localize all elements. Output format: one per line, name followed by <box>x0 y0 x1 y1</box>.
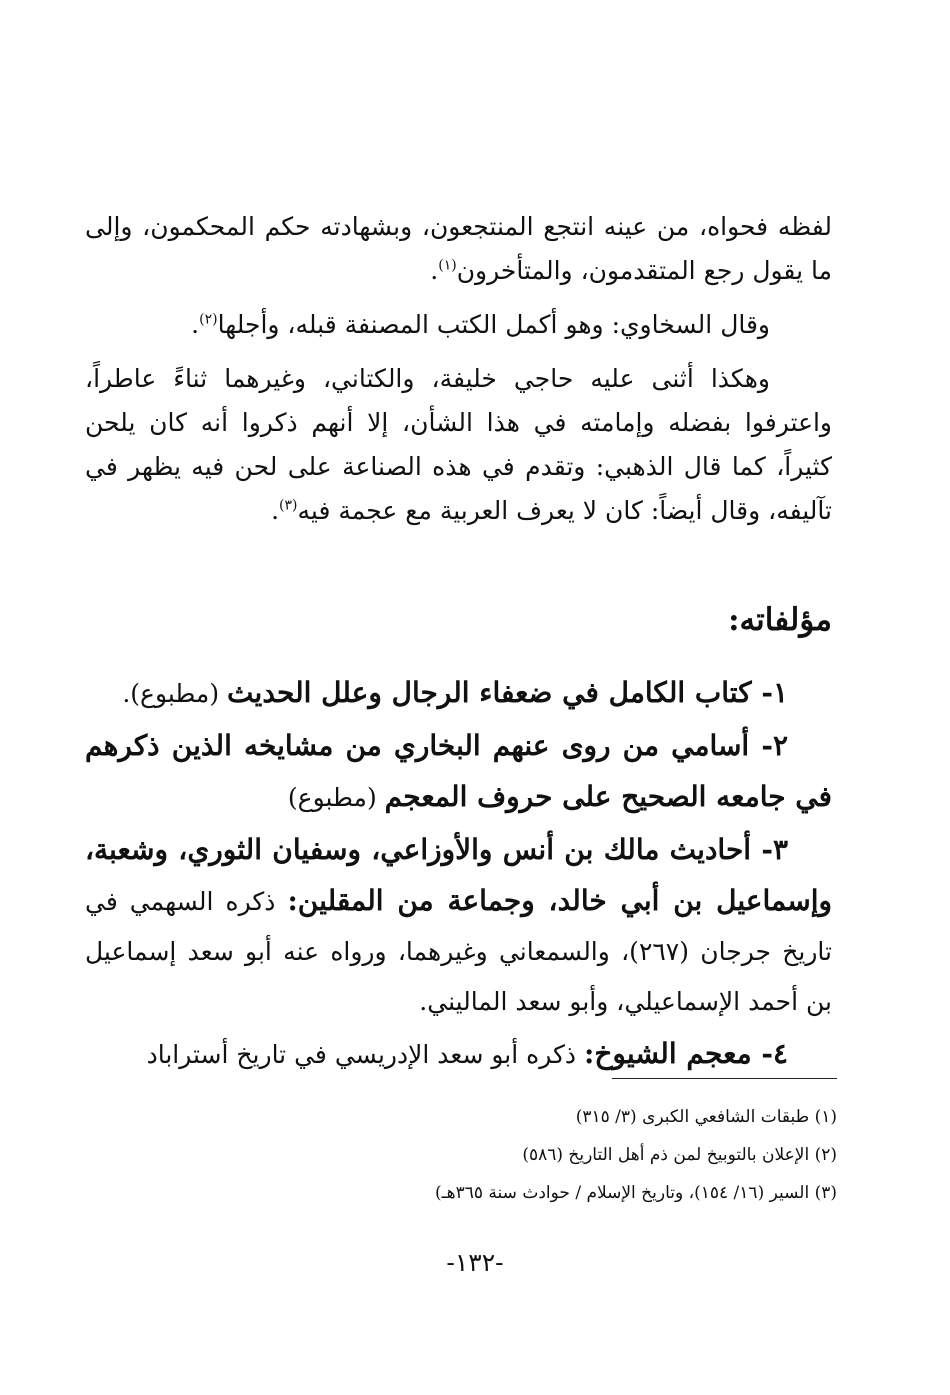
footnote: (١) طبقات الشافعي الكبرى (٣/ ٣١٥) <box>575 1107 837 1127</box>
footnote-ref: (٢) <box>199 311 218 328</box>
paragraph-end: . <box>430 256 439 285</box>
paragraph <box>85 303 832 347</box>
work-title: ١- كتاب الكامل في ضعفاء الرجال وعلل الحديث <box>227 676 788 709</box>
body-text <box>85 205 832 543</box>
work-title: ٤- معجم الشيوخ: <box>584 1037 788 1070</box>
work-item <box>85 721 832 823</box>
work-title: ٢- أسامي من روى عنهم البخاري من مشايخه الذين ذكرهم في جامعه الصحيح على حروف المعجم <box>85 729 832 813</box>
paragraph-end: . <box>191 310 200 339</box>
work-note: (مطبوع) <box>287 783 385 812</box>
work-item <box>85 825 832 1027</box>
footnote: (٣) السير (١٦/ ١٥٤)، وتاريخ الإسلام / حوادث سنة ٣٦٥هـ) <box>435 1183 837 1203</box>
work-title: ٣- أحاديث مالك بن أنس والأوزاعي، وسفيان الثوري، وشعبة، وإسماعيل بن أبي خالد، وجماعة من المقلين: <box>85 833 832 917</box>
work-item <box>85 668 832 719</box>
work-note: ذكره أبو سعد الإدريسي في تاريخ أستراباد <box>146 1040 584 1069</box>
section-heading: مؤلفاته: <box>728 602 832 638</box>
work-note: ذكره السهمي في تاريخ جرجان (٢٦٧)، والسمعاني وغيرهما، ورواه عنه أبو سعد إسماعيل بن أحمد الإسماعيلي، وأبو سعد الماليني. <box>85 887 832 1016</box>
work-note: (مطبوع). <box>122 679 228 708</box>
paragraph-text: وهكذا أثنى عليه حاجي خليفة، والكتاني، وغيرهما ثناءً عاطراً، واعترفوا بفضله وإمامته في هذا الشأن، إلا أنهم ذكروا أنه كان يلحن كثيراً، كما قال الذهبي: وتقدم في هذه الصناعة على لحن فيه يظهر في تآليفه، وقال أيضاً: كان لا يعرف العربية مع عجمة فيه <box>85 364 832 525</box>
page-number: -١٣٢- <box>446 1248 504 1277</box>
paragraph <box>85 205 832 293</box>
footnotes <box>85 1098 837 1212</box>
footnote-separator <box>612 1078 837 1079</box>
works-list <box>85 668 832 1082</box>
footnote: (٢) الإعلان بالتوبيخ لمن ذم أهل التاريخ (٥٨٦) <box>522 1145 837 1165</box>
paragraph <box>85 357 832 533</box>
paragraph-end: . <box>271 496 280 525</box>
footnote-ref: (٣) <box>279 497 298 514</box>
paragraph-text: لفظه فحواه، من عينه انتجع المنتجعون، وبشهادته حكم المحكمون، وإلى ما يقول رجع المتقدمون، والمتأخرون <box>85 212 832 285</box>
footnote-ref: (١) <box>438 257 457 274</box>
work-item <box>85 1029 832 1080</box>
paragraph-text: وقال السخاوي: وهو أكمل الكتب المصنفة قبله، وأجلها <box>217 310 770 339</box>
